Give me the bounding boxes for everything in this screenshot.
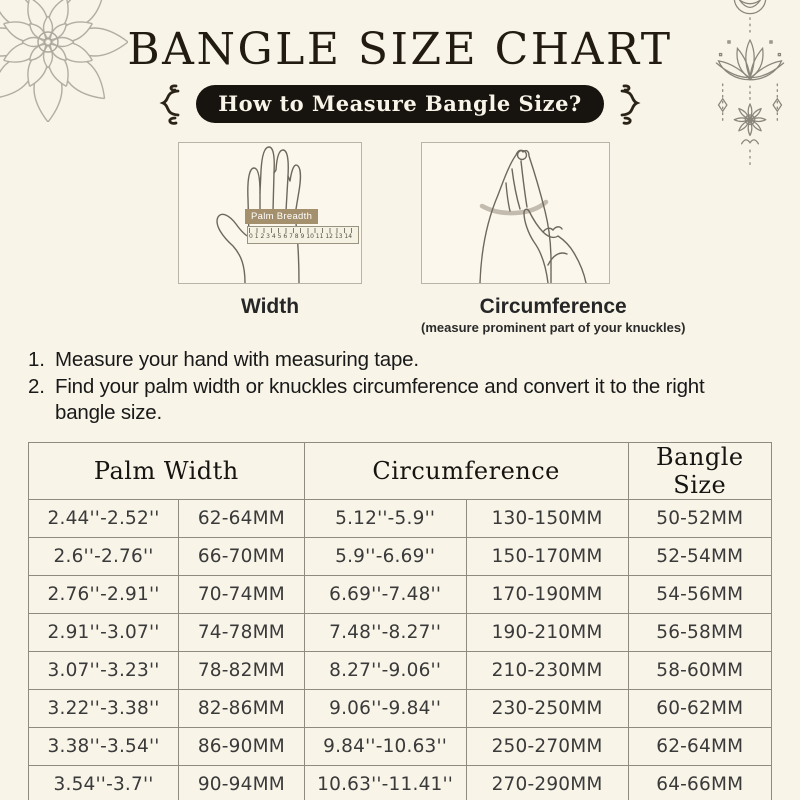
flourish-left-icon [155, 83, 185, 125]
palm-breadth-tag: Palm Breadth [245, 209, 318, 224]
size-cell: 74-78MM [179, 613, 305, 651]
size-row [29, 689, 772, 727]
step-number: 2. [28, 374, 45, 398]
instructions [28, 347, 752, 427]
size-cell: 86-90MM [179, 727, 305, 765]
circumference-sublabel: (measure prominent part of your knuckles) [421, 320, 686, 335]
ruler [247, 226, 359, 244]
size-cell: 54-56MM [628, 575, 771, 613]
ruler-numbers: 0 1 2 3 4 5 6 7 8 9 10 11 12 13 14 [249, 233, 353, 240]
size-cell: 270-290MM [466, 765, 628, 800]
size-row [29, 727, 772, 765]
size-cell: 7.48''-8.27'' [304, 613, 466, 651]
instruction-step-2 [28, 374, 752, 427]
size-cell: 60-62MM [628, 689, 771, 727]
size-cell: 78-82MM [179, 651, 305, 689]
size-cell: 10.63''-11.41'' [304, 765, 466, 800]
size-cell: 230-250MM [466, 689, 628, 727]
size-cell: 64-66MM [628, 765, 771, 800]
size-cell: 6.69''-7.48'' [304, 575, 466, 613]
circumference-figure [421, 142, 685, 335]
header-row [29, 442, 772, 499]
size-cell: 2.91''-3.07'' [29, 613, 179, 651]
size-cell: 82-86MM [179, 689, 305, 727]
step-text: Find your palm width or knuckles circumference and convert it to the right bangle size. [55, 374, 705, 424]
knuckle-measure-illustration [421, 142, 610, 284]
size-cell: 70-74MM [179, 575, 305, 613]
pinched-hand-icon [422, 143, 609, 283]
measure-figures [0, 142, 800, 335]
size-cell: 3.07''-3.23'' [29, 651, 179, 689]
size-cell: 2.6''-2.76'' [29, 537, 179, 575]
size-row [29, 613, 772, 651]
size-cell: 130-150MM [466, 499, 628, 537]
size-cell: 3.22''-3.38'' [29, 689, 179, 727]
size-cell: 250-270MM [466, 727, 628, 765]
instruction-step-1 [28, 347, 752, 374]
step-text: Measure your hand with measuring tape. [55, 348, 419, 371]
hand-ruler-illustration [178, 142, 362, 284]
size-cell: 5.12''-5.9'' [304, 499, 466, 537]
size-cell: 62-64MM [179, 499, 305, 537]
size-cell: 8.27''-9.06'' [304, 651, 466, 689]
column-header-palm-width: Palm Width [29, 442, 305, 499]
flourish-right-icon [615, 83, 645, 125]
size-row [29, 537, 772, 575]
size-row [29, 499, 772, 537]
size-cell: 3.54''-3.7'' [29, 765, 179, 800]
size-cell: 210-230MM [466, 651, 628, 689]
size-cell: 150-170MM [466, 537, 628, 575]
size-chart-table [28, 442, 772, 800]
size-cell: 2.76''-2.91'' [29, 575, 179, 613]
size-row [29, 765, 772, 800]
size-cell: 170-190MM [466, 575, 628, 613]
size-cell: 62-64MM [628, 727, 771, 765]
width-figure [178, 142, 362, 319]
badge-row [0, 83, 800, 125]
step-number: 1. [28, 348, 45, 371]
page-title: BANGLE SIZE CHART [127, 24, 673, 75]
circumference-label: Circumference [479, 295, 627, 318]
size-cell: 2.44''-2.52'' [29, 499, 179, 537]
size-cell: 50-52MM [628, 499, 771, 537]
size-cell: 9.84''-10.63'' [304, 727, 466, 765]
size-row [29, 651, 772, 689]
size-cell: 9.06''-9.84'' [304, 689, 466, 727]
size-cell: 52-54MM [628, 537, 771, 575]
how-to-measure-badge: How to Measure Bangle Size? [196, 85, 604, 123]
size-cell: 5.9''-6.69'' [304, 537, 466, 575]
column-header-bangle-size: Bangle Size [628, 442, 771, 499]
width-label: Width [240, 295, 300, 318]
size-cell: 190-210MM [466, 613, 628, 651]
column-header-circumference: Circumference [304, 442, 628, 499]
size-cell: 56-58MM [628, 613, 771, 651]
size-cell: 58-60MM [628, 651, 771, 689]
size-row [29, 575, 772, 613]
size-cell: 3.38''-3.54'' [29, 727, 179, 765]
size-cell: 90-94MM [179, 765, 305, 800]
size-cell: 66-70MM [179, 537, 305, 575]
